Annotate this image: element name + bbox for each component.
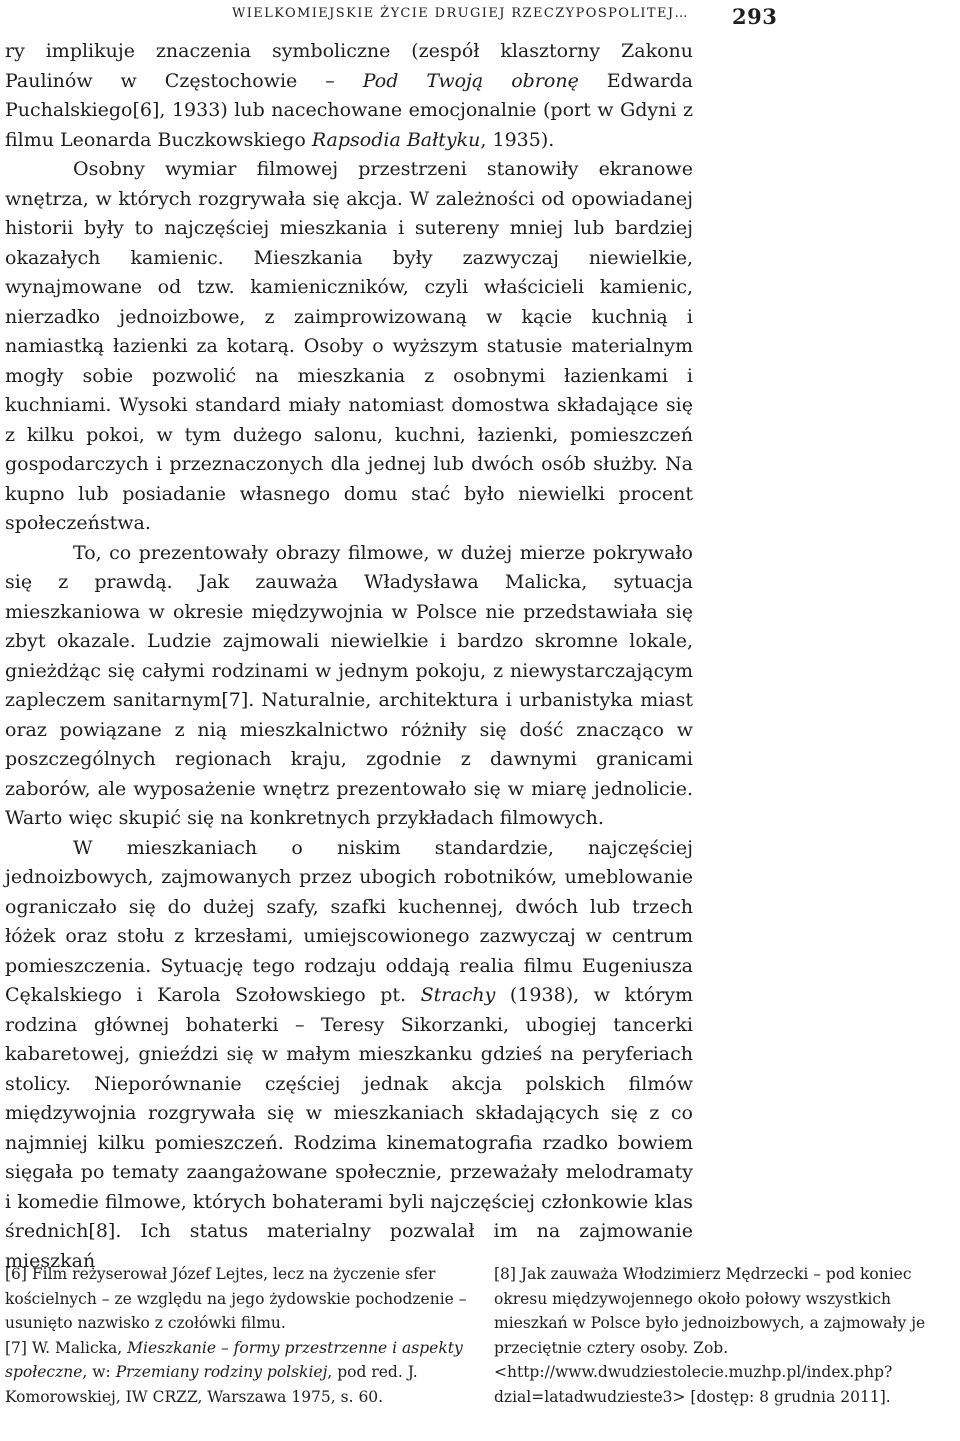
paragraph-text: Edwarda Puchalskiego[6], 1933) lub nacechowane emocjonalnie (port w Gdyni z filmu Leonarda Buczkowskiego [5, 69, 693, 151]
footnote-8: [8] Jak zauważa Włodzimierz Mędrzecki – pod koniec okresu międzywojennego około połowy wszystkich mieszkań w Polsce było jednoizbowych, a zajmowały je przeciętnie cztery osoby. Zob. <http://www.dwudziestolecie.muzhp.pl/index.php?dzial=latadwudzieste3> [dostęp: 8 grudnia 2011]. [494, 1265, 926, 1406]
footnotes-left-column [5, 1262, 467, 1409]
cited-title: Mieszkanie – formy przestrzenne i aspekty społeczne [5, 1338, 463, 1381]
page-number: 293 [732, 4, 778, 29]
paragraph-interiors: Osobny wymiar filmowej przestrzeni stanowiły ekranowe wnętrza, w których rozgrywała się akcja. W zależności od opowiadanej historii były to najczęściej mieszkania i sutereny mniej lub bardziej okazałych kamienic. Mieszkania były zazwyczaj niewielkie, wynajmowane od tzw. kamieniczników, czyli właścicieli kamienic, nierzadko jednoizbowe, z zaimprowizowaną w kącie kuchnią i namiastką łazienki za kotarą. Osoby o wyższym statusie materialnym mogły sobie pozwolić na mieszkania z osobnymi łazienkami i kuchniami. Wysoki standard miały natomiast domostwa składające się z kilku pokoi, w tym dużego salonu, kuchni, łazienki, pomieszczeń gospodarczych i przeznaczonych dla jednej lub dwóch osób służby. Na kupno lub posiadanie własnego domu stać było niewielki procent społeczeństwa. [5, 158, 693, 534]
paragraph-text: ry implikuje znaczenia symboliczne (zespół klasztorny Zakonu Paulinów w Częstochowie – [5, 40, 693, 92]
footnotes-right-column [494, 1262, 956, 1409]
footnote-7 [5, 1336, 467, 1410]
film-title: Pod Twoją obronę [362, 69, 579, 92]
page-header [232, 6, 932, 28]
footnote-6: [6] Film reżyserował Józef Lejtes, lecz na życzenie sfer kościelnych – ze względu na jego żydowskie pochodzenie – usunięto nazwisko z czołówki filmu. [5, 1265, 467, 1332]
footnote-text: , w: [82, 1363, 116, 1381]
paragraph-text: W mieszkaniach o niskim standardzie, najczęściej jednoizbowych, zajmowanych przez ubogich robotników, umeblowanie ograniczało się do dużej szafy, szafki kuchennej, dwóch lub trzech łóżek oraz stołu z krzesłami, umiejscowionego zazwyczaj w centrum pomieszczenia. Sytuację tego rodzaju oddają realia filmu Eugeniusza Cękalskiego i Karola Szołowskiego pt. [5, 836, 693, 1006]
paragraph-low-standard [5, 834, 693, 1277]
paragraph-text: (1938), w którym rodzina głównej bohaterki – Teresy Sikorzanki, ubogiej tancerki kabaretowej, gnieździ się w małym mieszkanku gdzieś na peryferiach stolicy. Nieporównanie częściej jednak akcja polskich filmów międzywojnia rozgrywała się w mieszkaniach składających się z co najmniej kilku pomieszczeń. Rodzima kinematografia rzadko bowiem sięgała po tematy zaangażowane społecznie, przeważały melodramaty i komedie filmowe, których bohaterami byli najczęściej członkowie klas średnich[8]. Ich status materialny pozwalał im na zajmowanie mieszkań [5, 984, 693, 1272]
footnote-text: , pod red. J. Komorowskiej, IW CRZZ, Warszawa 1975, s. 60. [5, 1363, 418, 1406]
cited-title: Przemiany rodziny polskiej [115, 1363, 328, 1381]
film-title: Strachy [420, 984, 496, 1006]
running-title: WIELKOMIEJSKIE ŻYCIE DRUGIEJ RZECZYPOSPOLITEJ… [232, 6, 689, 21]
paragraph-text: , 1935). [480, 128, 555, 151]
footnote-text: [7] W. Malicka, [5, 1338, 128, 1357]
paragraph-housing-reality: To, co prezentowały obrazy filmowe, w dużej mierze pokrywało się z prawdą. Jak zauważa Władysława Malicka, sytuacja mieszkaniowa w okresie międzywojnia w Polsce nie przedstawiała się zbyt okazale. Ludzie zajmowali niewielkie i bardzo skromne lokale, gnieżdżąc się całymi rodzinami w jednym pokoju, z niewystarczającym zapleczem sanitarnym[7]. Naturalnie, architektura i urbanistyka miast oraz powiązane z nią mieszkalnictwo różniły się dość znacząco w poszczególnych regionach kraju, zgodnie z dawnymi granicami zaborów, ale wyposażenie wnętrz prezentowało się w miarę jednolicie. Warto więc skupić się na konkretnych przykładach filmowych. [5, 541, 693, 829]
main-text [5, 37, 693, 1276]
paragraph-continued [5, 37, 693, 155]
film-title: Rapsodia Bałtyku [311, 128, 481, 151]
